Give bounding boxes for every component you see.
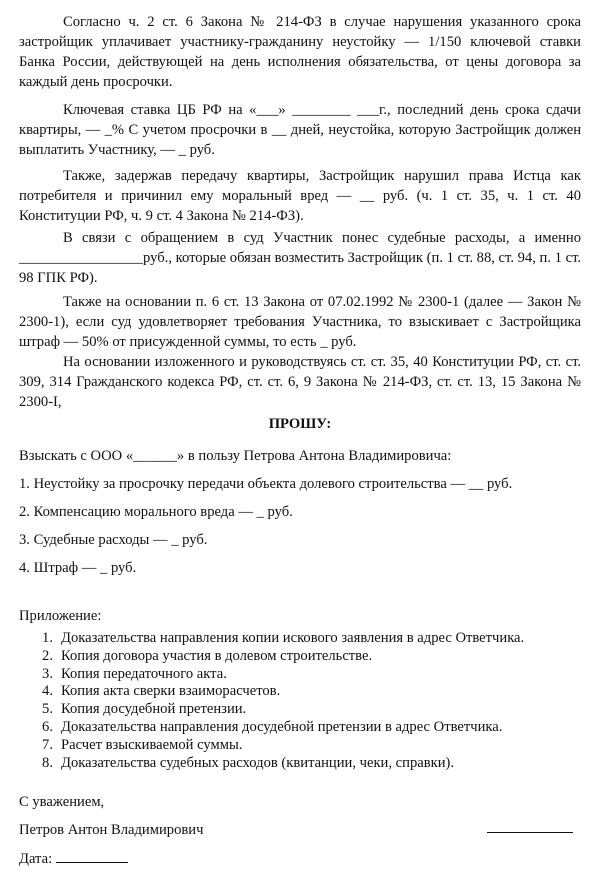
- attachment-text: Доказательства направления досудебной претензии в адрес Ответчика.: [61, 718, 503, 735]
- request-item: 2. Компенсацию морального вреда — _ руб.: [19, 504, 293, 520]
- closing-regards: С уважением,: [19, 794, 105, 810]
- date-label: Дата:: [19, 851, 53, 867]
- date-blank-line: [56, 848, 128, 863]
- signature-line: [487, 832, 573, 833]
- attachment-number: 3.: [42, 665, 53, 682]
- paragraph-moral-damage: Также, задержав передачу квартиры, Застройщик нарушил права Истца как потребителя и причинил ему моральный вред — __ руб. (ч. 1 ст. 35, ч. 1 ст. 40 Конституции РФ, ч. 9 ст. 4 Закона № 214-ФЗ).: [19, 168, 581, 224]
- paragraph-fine: Также на основании п. 6 ст. 13 Закона от 07.02.1992 № 2300-1 (далее — Закон № 2300-1), если суд удовлетворяет требования Участника, то взыскивает с Застройщика штраф — 50% от присужденной суммы, то есть _ руб.: [19, 294, 581, 350]
- paragraph-key-rate: Ключевая ставка ЦБ РФ на «___» ________ ___г., последний день срока сдачи квартиры, — _% С учетом просрочки в __ дней, неустойка, которую Застройщик должен выплатить Участнику, — _ руб.: [19, 102, 581, 158]
- attachment-number: 6.: [42, 718, 53, 735]
- attachment-number: 8.: [42, 754, 53, 771]
- request-item: 3. Судебные расходы — _ руб.: [19, 532, 208, 548]
- paragraph-legal-basis: На основании изложенного и руководствуясь ст. ст. 35, 40 Конституции РФ, ст. ст. 309, 314 Гражданского кодекса РФ, ст. ст. 6, 9 Закона № 214-ФЗ, ст. ст. 13, 15 Закона № 2300-I,: [19, 354, 581, 410]
- request-item: 4. Штраф — _ руб.: [19, 560, 137, 576]
- attachment-text: Копия передаточного акта.: [61, 665, 227, 682]
- document-page: [19, 0, 581, 886]
- attachment-text: Копия договора участия в долевом строительстве.: [61, 647, 373, 664]
- date-row: [19, 848, 128, 869]
- attachment-text: Копия досудебной претензии.: [61, 701, 247, 718]
- attachment-number: 1.: [42, 630, 53, 646]
- attachment-text: Доказательства направления копии искового заявления в адрес Ответчика.: [61, 630, 525, 646]
- request-intro: Взыскать с ООО «______» в пользу Петрова Антона Владимировича:: [19, 448, 452, 464]
- signer-name: Петров Антон Владимирович: [19, 822, 204, 838]
- paragraph-court-costs: В связи с обращением в суд Участник понес судебные расходы, а именно _________________руб., которые обязан возместить Застройщик (п. 1 ст. 88, ст. 94, п. 1 ст. 98 ГПК РФ).: [19, 230, 581, 286]
- request-heading: ПРОШУ:: [268, 416, 332, 432]
- attachment-number: 7.: [42, 736, 53, 753]
- attachment-number: 5.: [42, 701, 53, 718]
- attachment-number: 4.: [42, 683, 53, 700]
- attachments-title: Приложение:: [19, 608, 102, 624]
- attachment-text: Копия акта сверки взаиморасчетов.: [61, 683, 281, 700]
- attachment-text: Доказательства судебных расходов (квитанции, чеки, справки).: [61, 754, 455, 771]
- request-item: 1. Неустойку за просрочку передачи объекта долевого строительства — __ руб.: [19, 476, 513, 492]
- attachment-number: 2.: [42, 647, 53, 664]
- attachment-text: Расчет взыскиваемой суммы.: [61, 736, 243, 753]
- paragraph-penalty-law: Согласно ч. 2 ст. 6 Закона № 214-ФЗ в случае нарушения указанного срока застройщик уплачивает участнику-гражданину неустойку — 1/150 ключевой ставки Банка России, действующей на день исполнения обязательства, от цены договора за каждый день просрочки.: [19, 14, 581, 90]
